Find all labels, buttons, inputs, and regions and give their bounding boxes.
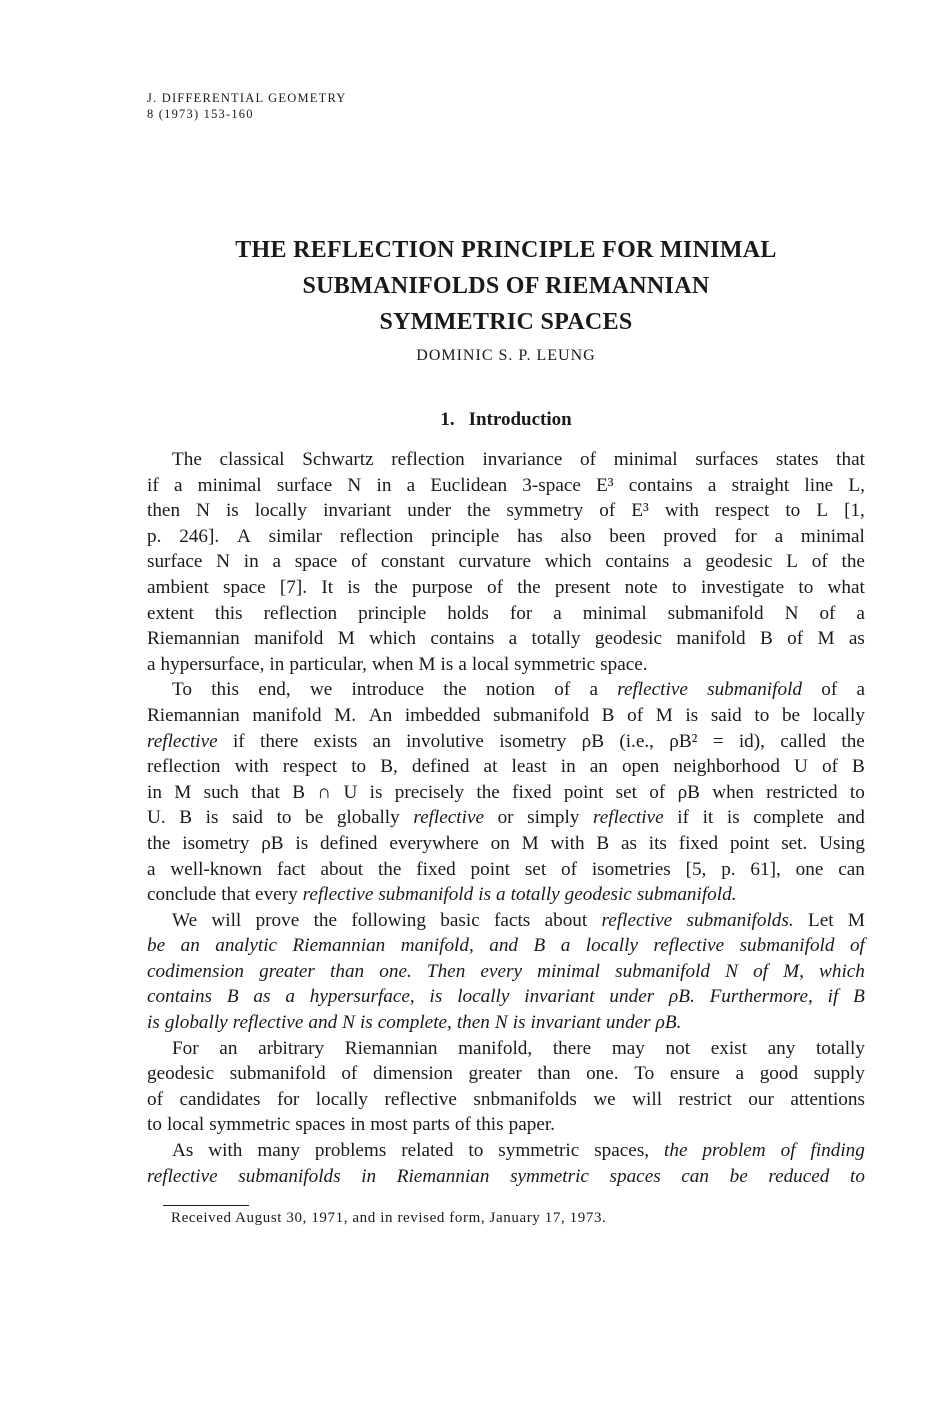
text-line: Riemannian manifold M which contains a totally geodesic manifold B of M as — [147, 628, 865, 650]
text-line: extent this reflection principle holds for a minimal submanifold N of a — [147, 602, 865, 624]
text-line: a hypersurface, in particular, when M is a local symmetric space. — [147, 653, 648, 675]
text-line: We will prove the following basic facts about reflective submanifolds. Let M — [172, 909, 865, 931]
text-line: is globally reflective and N is complete, then N is invariant under ρB. — [147, 1012, 682, 1034]
text-line: p. 246]. A similar reflection principle has also been proved for a minimal — [147, 525, 865, 547]
footnote-rule — [163, 1205, 249, 1206]
journal-header — [147, 90, 347, 122]
title-line-1: THE REFLECTION PRINCIPLE FOR MINIMAL — [235, 237, 777, 263]
text-line: the isometry ρB is defined everywhere on M with B as its fixed point set. Using — [147, 832, 865, 854]
text-line: contains B as a hypersurface, is locally invariant under ρB. Furthermore, if B — [147, 986, 865, 1008]
author: DOMINIC S. P. LEUNG — [416, 347, 596, 364]
section-heading — [0, 409, 944, 431]
text-line: surface N in a space of constant curvature which contains a geodesic L of the — [147, 551, 865, 573]
text-line: To this end, we introduce the notion of a reflective submanifold of a — [172, 679, 865, 701]
title-line-2: SUBMANIFOLDS OF RIEMANNIAN — [302, 273, 710, 299]
text-line: For an arbitrary Riemannian manifold, there may not exist any totally — [172, 1037, 865, 1059]
journal-name: J. DIFFERENTIAL GEOMETRY — [147, 91, 347, 105]
text-line: be an analytic Riemannian manifold, and B a locally reflective submanifold of — [147, 935, 865, 957]
text-line: conclude that every reflective submanifold is a totally geodesic submanifold. — [147, 884, 737, 906]
body-text — [147, 447, 865, 1189]
text-line: of candidates for locally reflective snbmanifolds we will restrict our attentions — [147, 1088, 865, 1110]
text-line: As with many problems related to symmetric spaces, the problem of finding — [172, 1140, 865, 1162]
text-line: a well-known fact about the fixed point set of isometries [5, p. 61], one can — [147, 858, 865, 880]
text-line: The classical Schwartz reflection invariance of minimal surfaces states that — [172, 449, 865, 470]
text-line: to local symmetric spaces in most parts of this paper. — [147, 1114, 555, 1136]
journal-volume: 8 (1973) 153-160 — [147, 107, 254, 121]
text-line: Riemannian manifold M. An imbedded submanifold B of M is said to be locally — [147, 704, 865, 726]
text-line: in M such that B ∩ U is precisely the fixed point set of ρB when restricted to — [147, 781, 865, 803]
text-line: ambient space [7]. It is the purpose of the present note to investigate to what — [147, 576, 865, 598]
text-line: geodesic submanifold of dimension greater than one. To ensure a good supply — [147, 1063, 865, 1085]
text-line: reflective if there exists an involutive isometry ρB (i.e., ρB² = id), called the — [147, 730, 865, 752]
title-line-3: SYMMETRIC SPACES — [379, 309, 633, 335]
text-line: reflection with respect to B, defined at least in an open neighborhood U of B — [147, 756, 865, 778]
text-line: then N is locally invariant under the symmetry of E³ with respect to L [1, — [147, 500, 865, 522]
text-line: if a minimal surface N in a Euclidean 3-space E³ contains a straight line L, — [147, 474, 865, 496]
section-number: 1. — [440, 409, 455, 430]
text-line: codimension greater than one. Then every minimal submanifold N of M, which — [147, 960, 865, 982]
footnote: Received August 30, 1971, and in revised form, January 17, 1973. — [171, 1210, 607, 1226]
text-line: U. B is said to be globally reflective or simply reflective if it is complete and — [147, 807, 865, 829]
section-title: Introduction — [468, 409, 572, 430]
text-line: reflective submanifolds in Riemannian symmetric spaces can be reduced to — [147, 1165, 865, 1187]
paper-title — [0, 232, 944, 340]
